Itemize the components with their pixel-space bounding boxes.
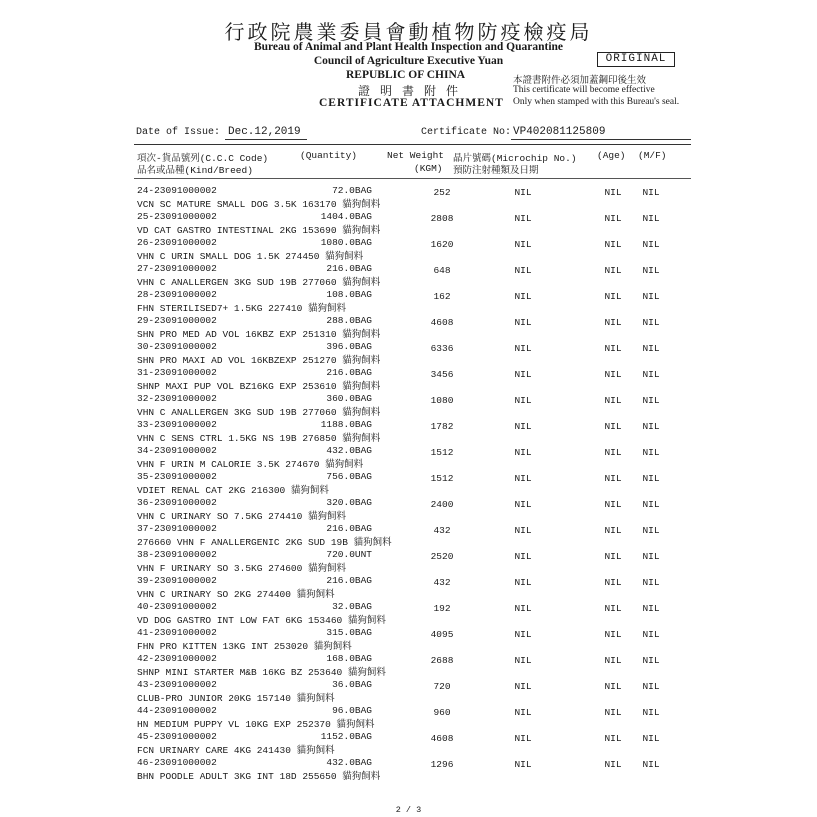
item-code: 32-23091000002	[137, 393, 217, 404]
item-description: SHN PRO MAXI AD VOL 16KBZEXP 251270 貓狗飼料	[137, 355, 381, 366]
attachment-title-english: CERTIFICATE ATTACHMENT	[319, 97, 504, 109]
item-quantity: 756.0BAG	[326, 471, 372, 482]
item-microchip: NIL	[514, 317, 532, 328]
table-row	[0, 392, 817, 418]
item-age: NIL	[604, 525, 622, 536]
item-description: VHN F URIN M CALORIE 3.5K 274670 貓狗飼料	[137, 459, 364, 470]
item-net-weight: 192	[433, 603, 451, 614]
column-header-item-code: 項次-貨品號列(C.C.C Code)	[137, 153, 269, 164]
item-code: 39-23091000002	[137, 575, 217, 586]
item-description: CLUB-PRO JUNIOR 20KG 157140 貓狗飼料	[137, 693, 335, 704]
table-row	[0, 626, 817, 652]
item-age: NIL	[604, 577, 622, 588]
item-code: 29-23091000002	[137, 315, 217, 326]
council-title: Council of Agriculture Executive Yuan	[313, 55, 504, 67]
item-quantity: 216.0BAG	[326, 523, 372, 534]
item-description: BHN POODLE ADULT 3KG INT 18D 255650 貓狗飼料	[137, 771, 381, 782]
item-net-weight: 252	[433, 187, 451, 198]
item-sex: NIL	[642, 603, 660, 614]
item-microchip: NIL	[514, 369, 532, 380]
table-row	[0, 444, 817, 470]
item-description: HN MEDIUM PUPPY VL 10KG EXP 252370 貓狗飼料	[137, 719, 375, 730]
item-quantity: 396.0BAG	[326, 341, 372, 352]
item-code: 38-23091000002	[137, 549, 217, 560]
item-quantity: 216.0BAG	[326, 263, 372, 274]
item-quantity: 320.0BAG	[326, 497, 372, 508]
item-description: SHNP MINI STARTER M&B 16KG BZ 253640 貓狗飼料	[137, 667, 386, 678]
item-description: VHN C URIN SMALL DOG 1.5K 274450 貓狗飼料	[137, 251, 364, 262]
item-age: NIL	[604, 187, 622, 198]
item-sex: NIL	[642, 213, 660, 224]
certificate-number-label: Certificate No:	[421, 127, 512, 138]
item-net-weight: 432	[433, 577, 451, 588]
item-age: NIL	[604, 603, 622, 614]
table-row	[0, 470, 817, 496]
item-net-weight: 6336	[430, 343, 454, 354]
table-row	[0, 418, 817, 444]
item-microchip: NIL	[514, 577, 532, 588]
item-net-weight: 4095	[430, 629, 454, 640]
seal-note-english-line1: This certificate will become effective	[513, 85, 655, 95]
item-net-weight: 2520	[430, 551, 454, 562]
item-quantity: 1080.0BAG	[320, 237, 372, 248]
item-net-weight: 1080	[430, 395, 454, 406]
item-sex: NIL	[642, 707, 660, 718]
item-quantity: 432.0BAG	[326, 445, 372, 456]
item-description: VDIET RENAL CAT 2KG 216300 貓狗飼料	[137, 485, 329, 496]
item-age: NIL	[604, 551, 622, 562]
item-net-weight: 3456	[430, 369, 454, 380]
item-net-weight: 162	[433, 291, 451, 302]
item-description: VD DOG GASTRO INT LOW FAT 6KG 153460 貓狗飼料	[137, 615, 386, 626]
table-row	[0, 548, 817, 574]
item-quantity: 288.0BAG	[326, 315, 372, 326]
item-code: 35-23091000002	[137, 471, 217, 482]
item-sex: NIL	[642, 343, 660, 354]
item-quantity: 720.0UNT	[326, 549, 372, 560]
item-net-weight: 2808	[430, 213, 454, 224]
issue-date-underline	[225, 139, 307, 140]
item-code: 44-23091000002	[137, 705, 217, 716]
item-code: 36-23091000002	[137, 497, 217, 508]
item-age: NIL	[604, 681, 622, 692]
item-net-weight: 1512	[430, 473, 454, 484]
item-microchip: NIL	[514, 343, 532, 354]
item-microchip: NIL	[514, 629, 532, 640]
item-code: 30-23091000002	[137, 341, 217, 352]
item-sex: NIL	[642, 291, 660, 302]
original-stamp-box: ORIGINAL	[597, 52, 675, 67]
item-net-weight: 1296	[430, 759, 454, 770]
item-sex: NIL	[642, 369, 660, 380]
item-quantity: 36.0BAG	[332, 679, 372, 690]
item-net-weight: 720	[433, 681, 451, 692]
item-description: SHNP MAXI PUP VOL BZ16KG EXP 253610 貓狗飼料	[137, 381, 381, 392]
issue-date-label: Date of Issue:	[136, 127, 221, 138]
bureau-title-english: Bureau of Animal and Plant Health Inspection and Quarantine	[253, 41, 564, 53]
table-row	[0, 210, 817, 236]
item-code: 41-23091000002	[137, 627, 217, 638]
seal-note-english-line2: Only when stamped with this Bureau's seal.	[513, 97, 680, 107]
item-microchip: NIL	[514, 681, 532, 692]
item-quantity: 168.0BAG	[326, 653, 372, 664]
bureau-title-chinese: 行政院農業委員會動植物防疫檢疫局	[224, 22, 593, 44]
certificate-number-value: VP402081125809	[513, 126, 606, 138]
table-row	[0, 522, 817, 548]
item-quantity: 216.0BAG	[326, 367, 372, 378]
item-sex: NIL	[642, 265, 660, 276]
item-microchip: NIL	[514, 473, 532, 484]
item-microchip: NIL	[514, 447, 532, 458]
item-age: NIL	[604, 265, 622, 276]
item-age: NIL	[604, 707, 622, 718]
item-sex: NIL	[642, 239, 660, 250]
table-row	[0, 600, 817, 626]
table-row	[0, 236, 817, 262]
item-net-weight: 432	[433, 525, 451, 536]
item-net-weight: 960	[433, 707, 451, 718]
table-row	[0, 678, 817, 704]
item-microchip: NIL	[514, 707, 532, 718]
item-code: 37-23091000002	[137, 523, 217, 534]
item-description: VHN C URINARY SO 2KG 274400 貓狗飼料	[137, 589, 335, 600]
item-code: 25-23091000002	[137, 211, 217, 222]
item-quantity: 216.0BAG	[326, 575, 372, 586]
item-net-weight: 1782	[430, 421, 454, 432]
item-quantity: 1404.0BAG	[320, 211, 372, 222]
item-code: 33-23091000002	[137, 419, 217, 430]
item-description: FHN STERILISED7+ 1.5KG 227410 貓狗飼料	[137, 303, 347, 314]
page-number: 2 / 3	[395, 805, 422, 815]
item-code: 46-23091000002	[137, 757, 217, 768]
item-age: NIL	[604, 655, 622, 666]
item-sex: NIL	[642, 577, 660, 588]
item-description: FCN URINARY CARE 4KG 241430 貓狗飼料	[137, 745, 335, 756]
table-row	[0, 652, 817, 678]
column-header-rule	[134, 178, 691, 179]
item-age: NIL	[604, 239, 622, 250]
item-quantity: 1188.0BAG	[320, 419, 372, 430]
table-row	[0, 496, 817, 522]
item-microchip: NIL	[514, 525, 532, 536]
item-age: NIL	[604, 759, 622, 770]
column-header-vaccination: 預防注射種類及日期	[453, 165, 539, 176]
item-quantity: 72.0BAG	[332, 185, 372, 196]
item-sex: NIL	[642, 395, 660, 406]
column-header-microchip: 晶片號碼(Microchip No.)	[453, 153, 577, 164]
item-description: VHN F URINARY SO 3.5KG 274600 貓狗飼料	[137, 563, 347, 574]
item-code: 24-23091000002	[137, 185, 217, 196]
table-row	[0, 730, 817, 756]
table-row	[0, 262, 817, 288]
item-description: SHN PRO MED AD VOL 16KBZ EXP 251310 貓狗飼料	[137, 329, 381, 340]
item-age: NIL	[604, 395, 622, 406]
item-description: 276660 VHN F ANALLERGENIC 2KG SUD 19B 貓狗飼料	[137, 537, 392, 548]
item-net-weight: 1512	[430, 447, 454, 458]
column-header-quantity: (Quantity)	[300, 150, 358, 161]
table-row	[0, 340, 817, 366]
table-row	[0, 704, 817, 730]
item-sex: NIL	[642, 187, 660, 198]
seal-note-chinese: 本證書附件必須加蓋鋼印後生效	[513, 76, 647, 86]
column-header-age: (Age)	[597, 150, 626, 161]
column-header-sex: (M/F)	[638, 150, 667, 161]
item-quantity: 108.0BAG	[326, 289, 372, 300]
item-sex: NIL	[642, 551, 660, 562]
table-row	[0, 314, 817, 340]
item-sex: NIL	[642, 655, 660, 666]
item-age: NIL	[604, 473, 622, 484]
item-age: NIL	[604, 343, 622, 354]
item-age: NIL	[604, 447, 622, 458]
column-header-kind: 品名或品種(Kind/Breed)	[137, 165, 253, 176]
item-microchip: NIL	[514, 759, 532, 770]
item-quantity: 1152.0BAG	[320, 731, 372, 742]
item-microchip: NIL	[514, 421, 532, 432]
table-row	[0, 288, 817, 314]
item-age: NIL	[604, 421, 622, 432]
item-sex: NIL	[642, 759, 660, 770]
item-microchip: NIL	[514, 395, 532, 406]
item-age: NIL	[604, 369, 622, 380]
item-net-weight: 2400	[430, 499, 454, 510]
item-microchip: NIL	[514, 239, 532, 250]
item-age: NIL	[604, 213, 622, 224]
republic-title: REPUBLIC OF CHINA	[346, 69, 466, 81]
item-sex: NIL	[642, 317, 660, 328]
table-row	[0, 756, 817, 782]
item-microchip: NIL	[514, 655, 532, 666]
item-net-weight: 2688	[430, 655, 454, 666]
item-net-weight: 4608	[430, 733, 454, 744]
item-net-weight: 648	[433, 265, 451, 276]
item-quantity: 32.0BAG	[332, 601, 372, 612]
item-microchip: NIL	[514, 213, 532, 224]
column-header-net-weight-unit: (KGM)	[414, 163, 443, 174]
item-code: 40-23091000002	[137, 601, 217, 612]
item-microchip: NIL	[514, 187, 532, 198]
certificate-number-underline	[511, 139, 691, 140]
item-sex: NIL	[642, 447, 660, 458]
item-description: VD CAT GASTRO INTESTINAL 2KG 153690 貓狗飼料	[137, 225, 381, 236]
issue-date-value: Dec.12,2019	[228, 126, 301, 138]
item-sex: NIL	[642, 681, 660, 692]
item-description: VHN C ANALLERGEN 3KG SUD 19B 277060 貓狗飼料	[137, 277, 381, 288]
item-description: VHN C ANALLERGEN 3KG SUD 19B 277060 貓狗飼料	[137, 407, 381, 418]
item-age: NIL	[604, 317, 622, 328]
table-row	[0, 184, 817, 210]
item-quantity: 96.0BAG	[332, 705, 372, 716]
item-code: 34-23091000002	[137, 445, 217, 456]
table-row	[0, 574, 817, 600]
item-sex: NIL	[642, 421, 660, 432]
item-code: 43-23091000002	[137, 679, 217, 690]
item-microchip: NIL	[514, 603, 532, 614]
item-quantity: 360.0BAG	[326, 393, 372, 404]
attachment-title-chinese: 證明書附件	[358, 84, 469, 98]
item-microchip: NIL	[514, 551, 532, 562]
item-sex: NIL	[642, 733, 660, 744]
item-code: 45-23091000002	[137, 731, 217, 742]
item-quantity: 315.0BAG	[326, 627, 372, 638]
item-sex: NIL	[642, 473, 660, 484]
item-age: NIL	[604, 499, 622, 510]
header-rule	[134, 144, 691, 145]
item-age: NIL	[604, 291, 622, 302]
item-code: 31-23091000002	[137, 367, 217, 378]
item-code: 42-23091000002	[137, 653, 217, 664]
item-microchip: NIL	[514, 499, 532, 510]
item-age: NIL	[604, 629, 622, 640]
item-description: VHN C URINARY SO 7.5KG 274410 貓狗飼料	[137, 511, 347, 522]
item-description: VCN SC MATURE SMALL DOG 3.5K 163170 貓狗飼料	[137, 199, 381, 210]
item-microchip: NIL	[514, 265, 532, 276]
item-code: 26-23091000002	[137, 237, 217, 248]
item-code: 28-23091000002	[137, 289, 217, 300]
column-header-net-weight: Net Weight	[387, 150, 445, 161]
item-sex: NIL	[642, 629, 660, 640]
item-code: 27-23091000002	[137, 263, 217, 274]
item-net-weight: 4608	[430, 317, 454, 328]
item-quantity: 432.0BAG	[326, 757, 372, 768]
table-row	[0, 366, 817, 392]
item-net-weight: 1620	[430, 239, 454, 250]
item-sex: NIL	[642, 499, 660, 510]
item-description: VHN C SENS CTRL 1.5KG NS 19B 276850 貓狗飼料	[137, 433, 381, 444]
item-age: NIL	[604, 733, 622, 744]
item-description: FHN PRO KITTEN 13KG INT 253020 貓狗飼料	[137, 641, 352, 652]
item-microchip: NIL	[514, 733, 532, 744]
item-sex: NIL	[642, 525, 660, 536]
item-microchip: NIL	[514, 291, 532, 302]
